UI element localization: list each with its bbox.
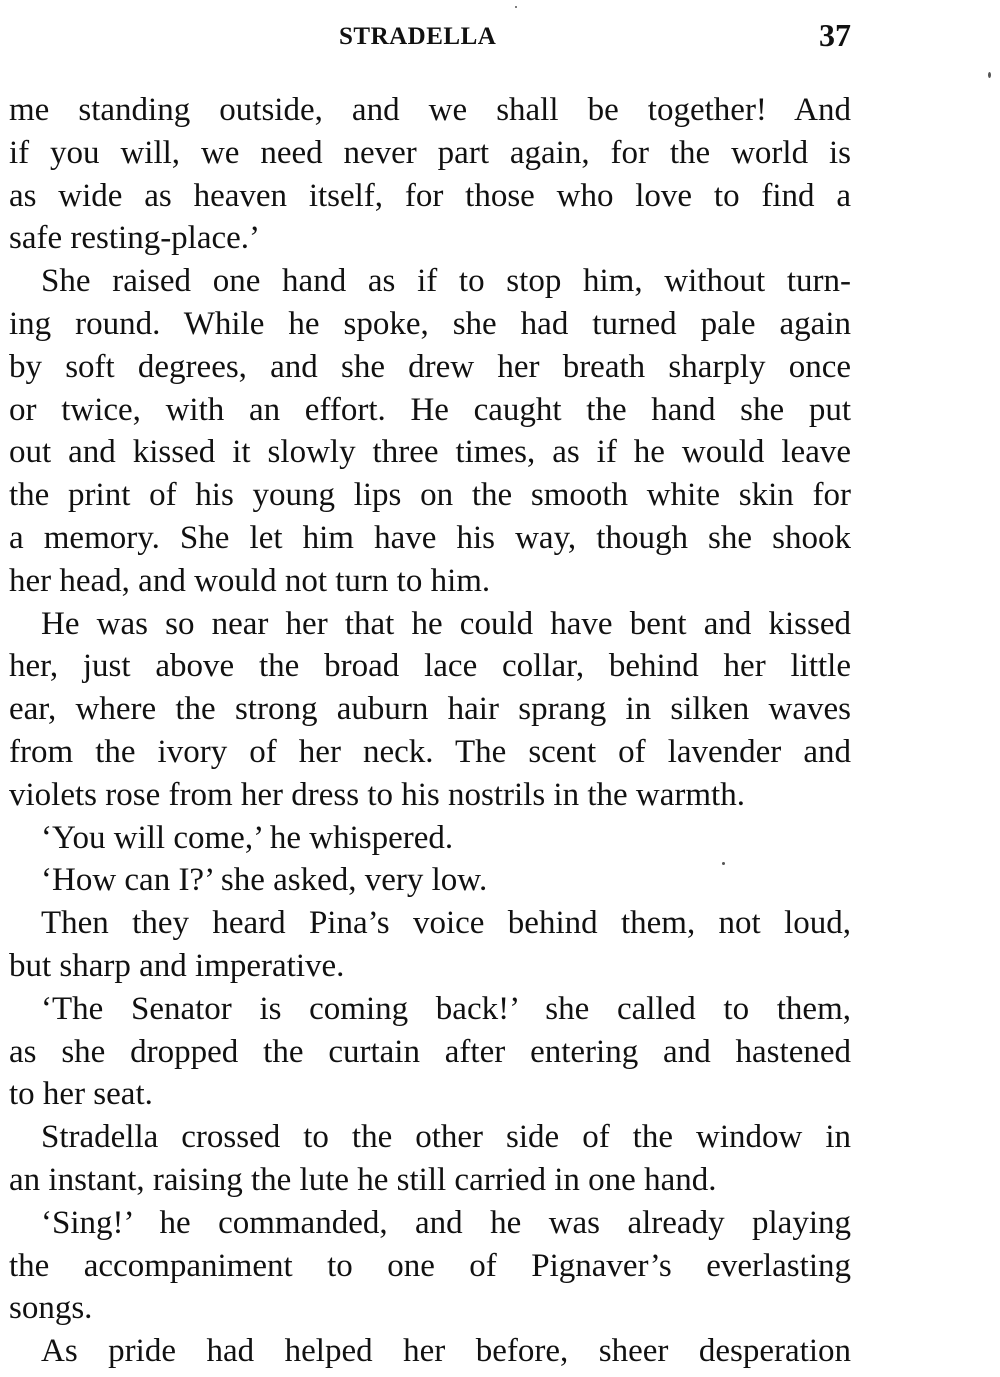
text-line: ‘Sing!’ he commanded, and he was already playing: [41, 1204, 851, 1241]
text-line: ‘The Senator is coming back!’ she called to them,: [41, 990, 851, 1027]
page-number: 37: [819, 17, 851, 53]
text-line: a memory. She let him have his way, though she shook: [9, 519, 851, 556]
print-speck: [515, 6, 517, 8]
text-line: ing round. While he spoke, she had turned pale again: [9, 305, 851, 342]
text-line: ‘You will come,’ he whispered.: [41, 819, 454, 856]
text-line: an instant, raising the lute he still carried in one hand.: [9, 1161, 717, 1198]
running-head: [9, 14, 851, 62]
body-text: [9, 89, 851, 1373]
text-line: her, just above the broad lace collar, behind her little: [9, 648, 851, 685]
text-line: She raised one hand as if to stop him, without turn-: [41, 263, 851, 300]
running-title: STRADELLA: [339, 23, 497, 50]
text-line: safe resting-place.’: [9, 220, 261, 257]
text-line: ‘How can I?’ she asked, very low.: [41, 862, 488, 899]
text-line: if you will, we need never part again, for the world is: [9, 134, 851, 171]
text-line: He was so near her that he could have bent and kissed: [41, 605, 851, 642]
text-line: Stradella crossed to the other side of the window in: [41, 1119, 851, 1156]
text-line: as wide as heaven itself, for those who love to find a: [9, 177, 851, 214]
text-line: me standing outside, and we shall be together! And: [9, 92, 851, 128]
text-line: ear, where the strong auburn hair sprang in silken waves: [9, 691, 851, 728]
text-line: her head, and would not turn to him.: [9, 562, 491, 599]
text-line: by soft degrees, and she drew her breath sharply once: [9, 348, 851, 385]
text-line: Then they heard Pina’s voice behind them, not loud,: [41, 905, 851, 942]
text-line: the accompaniment to one of Pignaver’s everlasting: [9, 1247, 851, 1284]
text-line: but sharp and imperative.: [9, 947, 345, 984]
text-line: As pride had helped her before, sheer desperation: [41, 1333, 851, 1370]
text-line: or twice, with an effort. He caught the hand she put: [9, 391, 851, 428]
text-line: songs.: [9, 1290, 93, 1327]
print-speck: [988, 72, 991, 78]
text-line: to her seat.: [9, 1076, 153, 1113]
text-line: out and kissed it slowly three times, as if he would leave: [9, 434, 851, 471]
text-line: from the ivory of her neck. The scent of lavender and: [9, 733, 851, 770]
text-line: the print of his young lips on the smooth white skin for: [9, 477, 851, 514]
print-speck: [722, 862, 725, 865]
text-line: violets rose from her dress to his nostrils in the warmth.: [9, 776, 745, 813]
text-line: as she dropped the curtain after entering and hastened: [9, 1033, 851, 1070]
